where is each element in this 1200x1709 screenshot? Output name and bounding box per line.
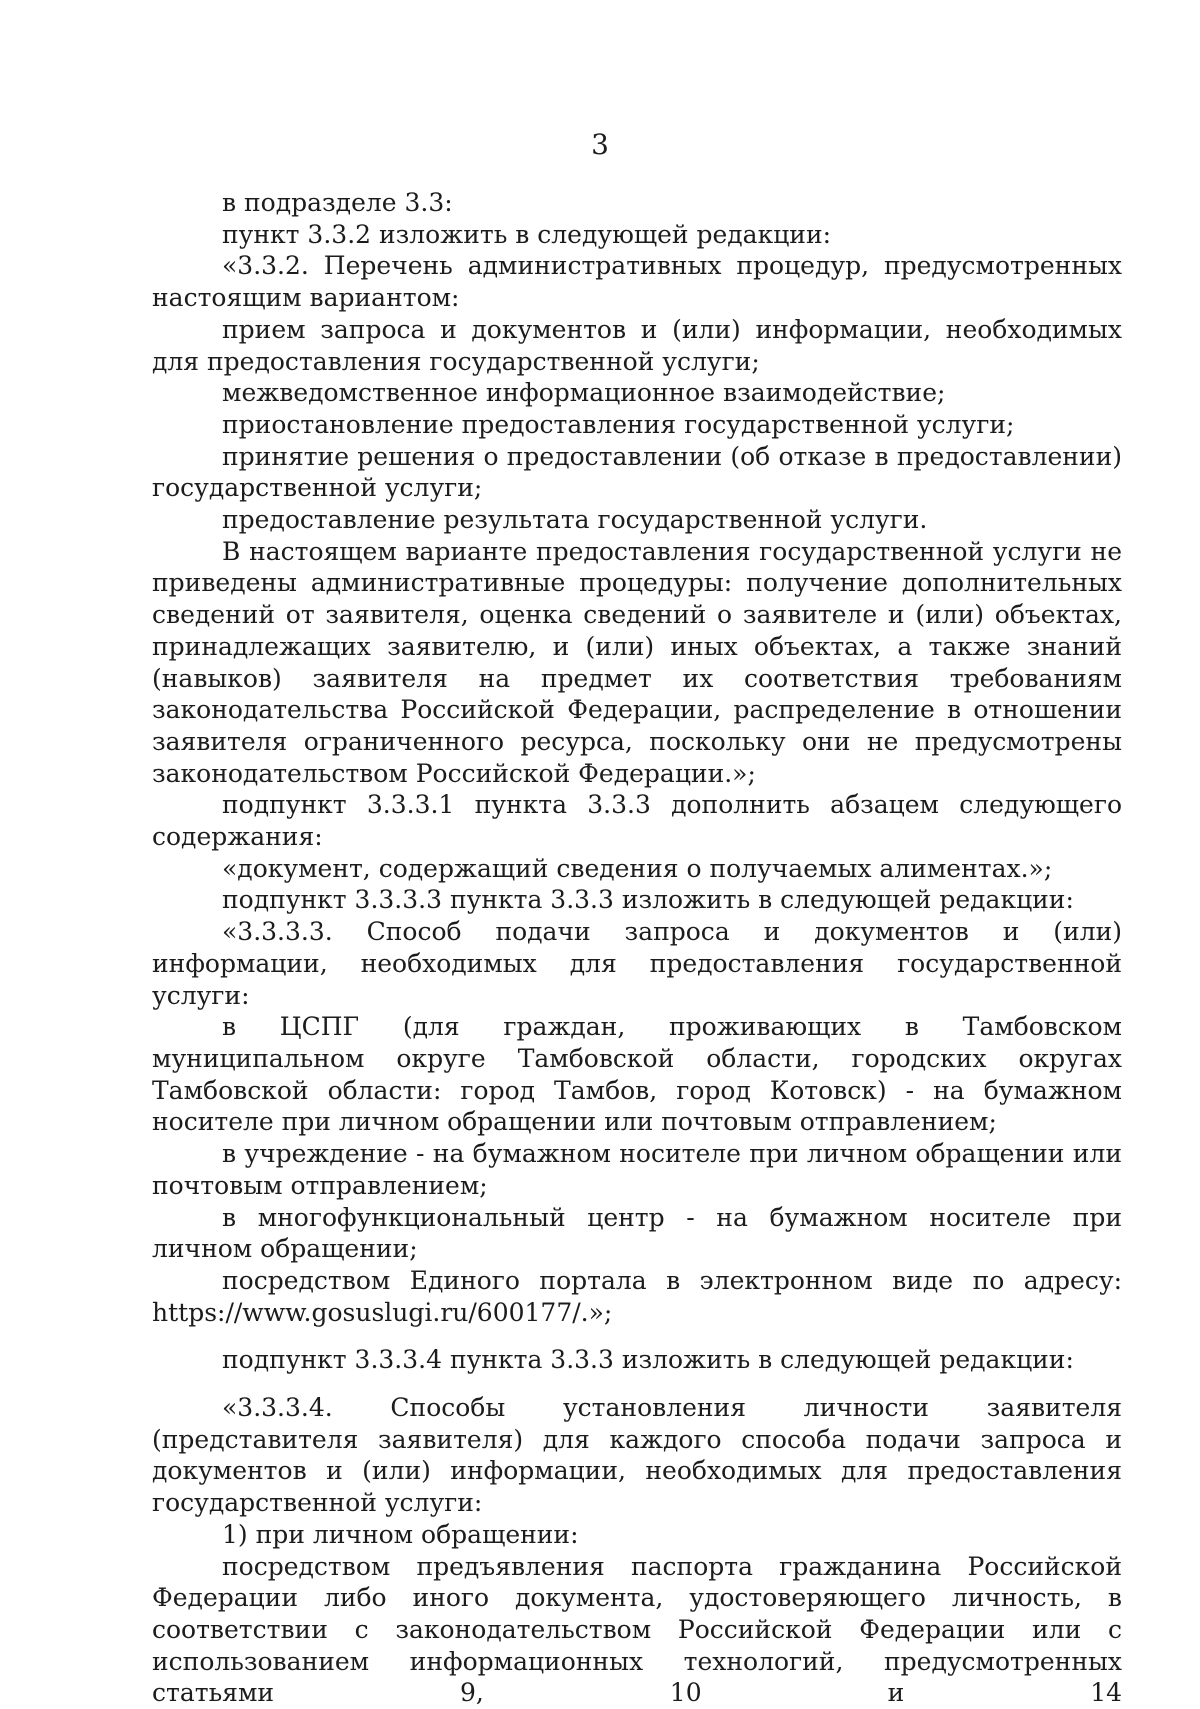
paragraph: в учреждение - на бумажном носителе при личном обращении или почтовым отправлением; xyxy=(152,1139,1122,1200)
paragraph: приостановление предоставления государственной услуги; xyxy=(222,409,1015,439)
paragraph: в подразделе 3.3: xyxy=(222,188,453,217)
document-body xyxy=(152,187,1122,1709)
paragraph: подпункт 3.3.3.3 пункта 3.3.3 изложить в следующей редакции: xyxy=(222,885,1074,915)
paragraph: «3.3.3.4. Способы установления личности заявителя (представителя заявителя) для каждого способа подачи запроса и документов и (или) информации, необходимых для предоставления государственной услуги: xyxy=(152,1393,1122,1518)
paragraph: «3.3.3.3. Способ подачи запроса и документов и (или) информации, необходимых для предоставления государственной услуги: xyxy=(152,917,1122,1010)
paragraph: 1) при личном обращении: xyxy=(222,1519,579,1549)
paragraph: прием запроса и документов и (или) информации, необходимых для предоставления государственной услуги; xyxy=(152,314,1122,376)
paragraph: подпункт 3.3.3.4 пункта 3.3.3 изложить в следующей редакции: xyxy=(222,1345,1074,1375)
paragraph: «3.3.2. Перечень административных процедур, предусмотренных настоящим вариантом: xyxy=(152,251,1122,313)
paragraph: пункт 3.3.2 изложить в следующей редакции: xyxy=(222,219,832,249)
paragraph: в ЦСПГ (для граждан, проживающих в Тамбовском муниципальном округе Тамбовской области, городских округах Тамбовской области: город Тамбов, город Котовск) - на бумажном носителе при личном обращении или почтовым отправлением; xyxy=(152,1012,1122,1137)
paragraph: посредством Единого портала в электронном виде по адресу: https://www.gosuslugi.ru/600177/.»; xyxy=(152,1265,1122,1327)
paragraph: В настоящем варианте предоставления государственной услуги не приведены административные процедуры: получение дополнительных сведений от заявителя, оценка сведений о заявителе и (или) объектах, принадлежащих заявителю, и (или) иных объектах, а также знаний (навыков) заявителя на предмет их соответствия требованиям законодательства Российской Федерации, распределение в отношении заявителя ограниченного ресурса, поскольку они не предусмотрены законодательством Российской Федерации.»; xyxy=(152,536,1122,788)
paragraph: в многофункциональный центр - на бумажном носителе при личном обращении; xyxy=(152,1202,1122,1264)
paragraph: посредством предъявления паспорта гражданина Российской Федерации либо иного документа, удостоверяющего личность, в соответствии с законодательством Российской Федерации или с использованием информационных технологий, предусмотренных статьями 9, 10 и 14 xyxy=(152,1551,1122,1708)
paragraph: подпункт 3.3.3.1 пункта 3.3.3 дополнить абзацем следующего содержания: xyxy=(152,790,1122,852)
paragraph: межведомственное информационное взаимодействие; xyxy=(222,378,946,408)
paragraph: принятие решения о предоставлении (об отказе в предоставлении) государственной услуги; xyxy=(152,441,1122,503)
paragraph: предоставление результата государственной услуги. xyxy=(222,505,928,535)
paragraph: «документ, содержащий сведения о получаемых алиментах.»; xyxy=(222,853,1053,883)
page-number: 3 xyxy=(591,128,609,161)
